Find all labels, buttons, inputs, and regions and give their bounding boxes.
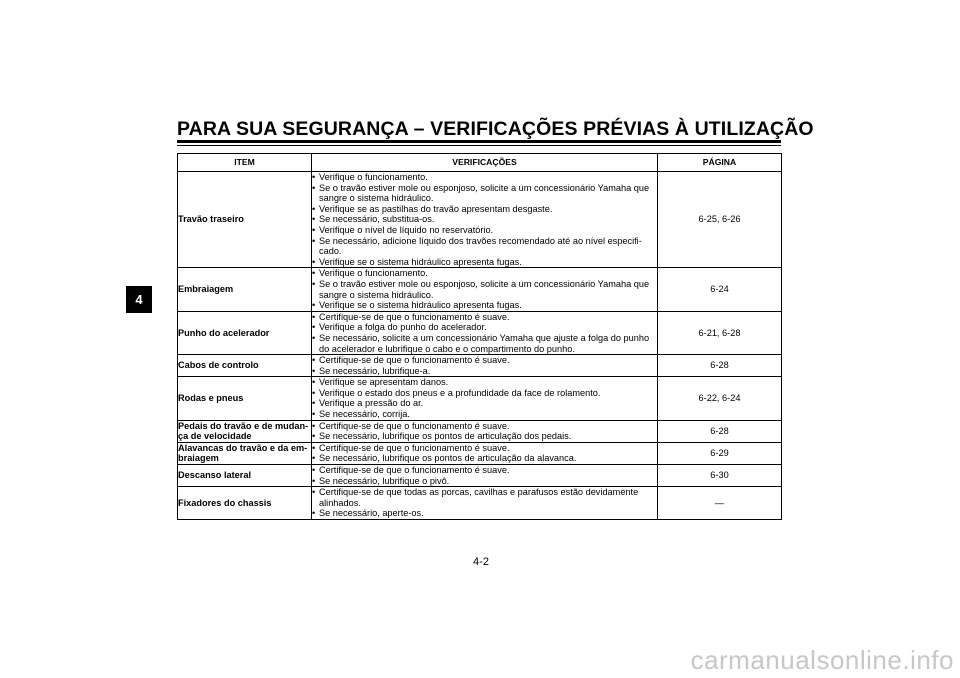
row-page-ref: 6-24: [658, 268, 782, 311]
check-item: • Se necessário, lubrifique os pontos de articulação dos pedais.: [312, 431, 657, 442]
row-checks: [312, 268, 658, 311]
table-row: [178, 377, 782, 420]
row-item: Travão traseiro: [178, 172, 312, 268]
check-item: • Se necessário, corrija.: [312, 409, 657, 420]
header-checks: VERIFICAÇÕES: [312, 154, 658, 172]
row-page-ref: 6-29: [658, 442, 782, 464]
chapter-tab: 4: [126, 286, 152, 313]
table-row: [178, 487, 782, 520]
row-page-ref: 6-22, 6-24: [658, 377, 782, 420]
row-item: Punho do acelerador: [178, 311, 312, 354]
row-item: Descanso lateral: [178, 465, 312, 487]
table-row: [178, 311, 782, 354]
row-page-ref: 6-21, 6-28: [658, 311, 782, 354]
check-item: • Verifique o estado dos pneus e a profundidade da face de rolamento.: [312, 388, 657, 399]
row-checks: [312, 355, 658, 377]
check-item: • Certifique-se de que o funcionamento é suave.: [312, 421, 657, 432]
header-page: PÁGINA: [658, 154, 782, 172]
check-item: • Verifique a pressão do ar.: [312, 398, 657, 409]
row-page-ref: 6-28: [658, 355, 782, 377]
page-number: 4-2: [473, 556, 489, 568]
row-item: Embraiagem: [178, 268, 312, 311]
title-rule-thin: [177, 145, 781, 146]
check-item: • Se necessário, aperte-os.: [312, 508, 657, 519]
check-item: • Verifique se o sistema hidráulico apresenta fugas.: [312, 257, 657, 268]
row-checks: [312, 420, 658, 442]
pre-operation-checklist-table: [177, 153, 782, 520]
check-item: • Se o travão estiver mole ou esponjoso, solicite a um concessionário Yamaha que sangre o sistema hidráulico.: [312, 183, 657, 204]
check-item: • Se necessário, solicite a um concessionário Yamaha que ajuste a folga do punho do acelerador e lubrifique o cabo e o compartimento do punho.: [312, 333, 657, 354]
row-page-ref: 6-30: [658, 465, 782, 487]
check-item: • Se necessário, lubrifique-a.: [312, 366, 657, 377]
table-header-row: [178, 154, 782, 172]
row-checks: [312, 311, 658, 354]
row-item: Rodas e pneus: [178, 377, 312, 420]
check-item: • Verifique o nível de líquido no reservatório.: [312, 225, 657, 236]
row-checks: [312, 442, 658, 464]
table-row: [178, 172, 782, 268]
check-item: • Certifique-se de que o funcionamento é suave.: [312, 443, 657, 454]
row-item: Cabos de controlo: [178, 355, 312, 377]
check-item: • Certifique-se de que o funcionamento é suave.: [312, 312, 657, 323]
row-page-ref: —: [658, 487, 782, 520]
check-item: • Certifique-se de que o funcionamento é suave.: [312, 465, 657, 476]
table-row: [178, 420, 782, 442]
row-checks: [312, 172, 658, 268]
table-row: [178, 442, 782, 464]
header-item: ITEM: [178, 154, 312, 172]
watermark: carmanualsonline.info: [690, 645, 954, 675]
check-item: • Se necessário, substitua-os.: [312, 214, 657, 225]
check-item: • Se necessário, adicione líquido dos travões recomendado até ao nível especifi-cado.: [312, 236, 657, 257]
row-checks: [312, 465, 658, 487]
row-page-ref: 6-28: [658, 420, 782, 442]
check-item: • Se o travão estiver mole ou esponjoso, solicite a um concessionário Yamaha que sangre o sistema hidráulico.: [312, 279, 657, 300]
check-item: • Verifique o funcionamento.: [312, 268, 657, 279]
row-checks: [312, 377, 658, 420]
page-title: PARA SUA SEGURANÇA – VERIFICAÇÕES PRÉVIAS À UTILIZAÇÃO: [177, 118, 814, 140]
title-rule-thick: [177, 140, 781, 143]
row-item: Alavancas do travão e da em-braiagem: [178, 442, 312, 464]
row-item: Fixadores do chassis: [178, 487, 312, 520]
row-checks: [312, 487, 658, 520]
check-item: • Verifique se apresentam danos.: [312, 377, 657, 388]
check-item: • Se necessário, lubrifique o pivô.: [312, 476, 657, 487]
table-row: [178, 465, 782, 487]
check-item: • Verifique se o sistema hidráulico apresenta fugas.: [312, 300, 657, 311]
check-item: • Verifique se as pastilhas do travão apresentam desgaste.: [312, 204, 657, 215]
check-item: • Verifique a folga do punho do acelerador.: [312, 322, 657, 333]
row-page-ref: 6-25, 6-26: [658, 172, 782, 268]
check-item: • Verifique o funcionamento.: [312, 172, 657, 183]
table-row: [178, 268, 782, 311]
row-item: Pedais do travão e de mudan-ça de velocidade: [178, 420, 312, 442]
check-item: • Certifique-se de que todas as porcas, cavilhas e parafusos estão devidamente alinhados.: [312, 487, 657, 508]
check-item: • Certifique-se de que o funcionamento é suave.: [312, 355, 657, 366]
check-item: • Se necessário, lubrifique os pontos de articulação da alavanca.: [312, 453, 657, 464]
table-row: [178, 355, 782, 377]
